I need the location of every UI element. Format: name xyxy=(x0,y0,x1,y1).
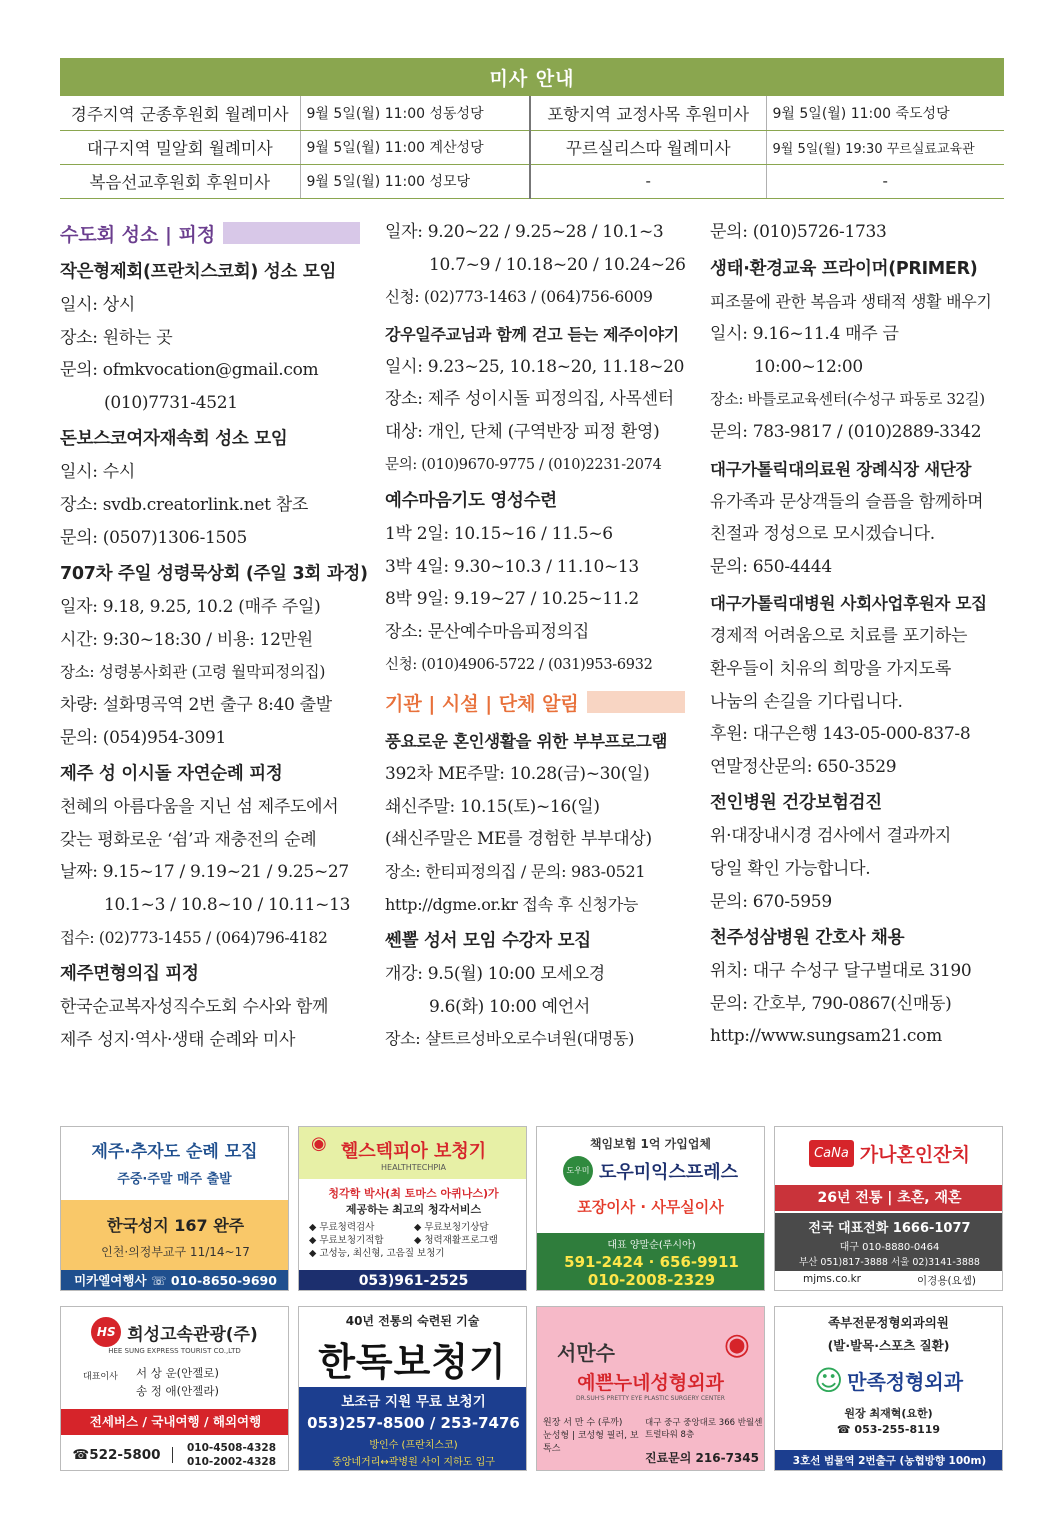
notice-line: 문의: 670-5959 xyxy=(710,891,832,912)
notice-line: 문의: ofmkvocation@gmail.com xyxy=(60,360,319,381)
notice-line: 8박 9일: 9.19~27 / 10.25~11.2 xyxy=(385,589,639,610)
notice-line: 날짜: 9.15~17 / 9.19~21 / 9.25~27 xyxy=(60,862,349,883)
mass-table xyxy=(60,96,1004,199)
ad-title: 제주·추자도 순례 모집 xyxy=(91,1142,258,1162)
notice-line: 경제적 어려움으로 치료를 포기하는 xyxy=(710,626,968,647)
ad-service: 포장이사 · 사무실이사 xyxy=(577,1198,724,1216)
ad-feature: ◆ 무료보청기상담 xyxy=(414,1222,489,1233)
ad-person: 이경용(요셉) xyxy=(917,1275,976,1287)
notice-line: 일시: 9.23~25, 10.18~20, 11.18~20 xyxy=(385,356,685,377)
notice-title: 풍요로운 혼인생활을 위한 부부프로그램 xyxy=(385,732,668,752)
ad-rep-label: 대표이사 xyxy=(83,1372,118,1382)
ad-note: 인천·의정부교구 11/14~17 xyxy=(101,1245,250,1259)
ad-logo: CaNa xyxy=(809,1140,854,1167)
ad-services: 눈성형 | 코성형 필러, 보톡스 xyxy=(543,1431,639,1454)
mass-name: 경주지역 군종후원회 월례미사 xyxy=(60,96,300,130)
ad-location: 중앙네거리↔곽병원 사이 지하도 입구 xyxy=(332,1457,495,1468)
ad-name: 도우미익스프레스 xyxy=(598,1162,739,1183)
ad-highlight-box xyxy=(61,1200,289,1270)
notice-line: 신청: (02)773-1463 / (064)756-6009 xyxy=(385,288,653,307)
notice-title: 쎈뽈 성서 모임 수강자 모집 xyxy=(385,931,591,952)
notice-line: 문의: (010)9670-9775 / (010)2231-2074 xyxy=(385,456,662,473)
notice-line: 유가족과 문상객들의 슬픔을 함께하며 xyxy=(710,491,984,512)
ad-name: 희성고속관광(주) xyxy=(127,1324,258,1345)
section-bar xyxy=(223,222,360,244)
ad-name-1: 서만수 xyxy=(557,1341,615,1365)
ad-logo: 도우미 xyxy=(563,1156,593,1186)
column-1 xyxy=(60,216,368,1060)
ad-hearing-aid-1[interactable] xyxy=(298,1126,527,1291)
ad-lead: 청각학 박사(최 토마스 아퀴나스)가 xyxy=(328,1187,499,1200)
notice-line: 위·대장내시경 검사에서 결과까지 xyxy=(710,826,952,847)
notice-item xyxy=(385,216,685,314)
notice-line: 환우들이 치유의 희망을 가지도록 xyxy=(710,658,952,679)
notice-item xyxy=(710,216,1010,249)
ad-name-en: DR.SUH'S PRETTY EYE PLASTIC SURGERY CENTER xyxy=(576,1395,725,1402)
ad-feature: ◆ 무료보청기적합 xyxy=(309,1235,384,1246)
ad-top: 책임보험 1억 가입업체 xyxy=(589,1137,712,1151)
mass-name: - xyxy=(530,164,766,198)
table-row xyxy=(60,164,1004,198)
notice-title: 생태·환경교육 프라이머(PRIMER) xyxy=(710,258,978,279)
ad-director: 원장 서 만 수 (루까) xyxy=(543,1418,623,1428)
notice-item xyxy=(710,587,1010,783)
notice-title: 제주 성 이시돌 자연순례 피정 xyxy=(60,764,283,785)
ad-mobile: 010-2002-4328 xyxy=(186,1455,277,1468)
notice-title: 돈보스코여자재속회 성소 모임 xyxy=(60,429,288,450)
notice-item xyxy=(710,922,1010,1053)
ad-band: 보조금 지원 무료 보청기 xyxy=(341,1394,486,1410)
ad-brand-row xyxy=(775,1127,1003,1179)
section-title: 기관 | 시설 | 단체 알림 xyxy=(385,692,579,715)
notice-line: 피조물에 관한 복음과 생태적 생활 배우기 xyxy=(710,291,992,311)
mass-time: 9월 5일(월) 11:00 성동성당 xyxy=(300,96,530,130)
ad-brand-en: HEALTHTECHPIA xyxy=(381,1163,446,1172)
ad-detail: 부산 051)817-3888 서울 02)3141-3888 xyxy=(799,1257,980,1268)
notice-line: 연말정산문의: 650-3529 xyxy=(710,756,897,777)
ad-logo: HS xyxy=(91,1317,121,1347)
ad-contact-box xyxy=(775,1213,1003,1271)
notice-line: 1박 2일: 10.15~16 / 11.5~6 xyxy=(385,524,613,545)
ad-lead: 제공하는 최고의 청각서비스 xyxy=(345,1203,482,1216)
notice-line: 친절과 정성으로 모시겠습니다. xyxy=(710,524,935,545)
notice-line: 쇄신주말: 10.15(토)~16(일) xyxy=(385,796,600,817)
notice-line: 문의: 650-4444 xyxy=(710,556,832,577)
ad-name: 만족정형외과 xyxy=(847,1370,964,1394)
ad-feature-list xyxy=(309,1221,524,1260)
notice-line: 천혜의 아름다움을 지닌 섬 제주도에서 xyxy=(60,797,339,818)
notice-line: 나눔의 손길을 기다립니다. xyxy=(710,691,903,712)
ad-main: 전국 대표전화 1666-1077 xyxy=(808,1221,971,1236)
ad-rep-block xyxy=(71,1365,281,1403)
notice-line: 장소: 문산예수마음피정의집 xyxy=(385,621,589,642)
ad-web: mjms.co.kr xyxy=(803,1273,861,1285)
notice-item xyxy=(385,485,685,681)
ad-location: 3호선 범물역 2번출구 (농협방향 100m) xyxy=(775,1450,1003,1471)
notice-line: 제주 성지·역사·생태 순례와 미사 xyxy=(60,1029,296,1050)
notice-item xyxy=(385,318,685,481)
notice-line: 장소: svdb.creatorlink.net 참조 xyxy=(60,494,309,515)
notice-line: 개강: 9.5(월) 10:00 모세오경 xyxy=(385,964,605,985)
notice-line: 일시: 9.16~11.4 매주 금 xyxy=(710,324,899,345)
ad-top: 족부전문정형외과의원 xyxy=(828,1315,949,1330)
ad-hearing-aid-2[interactable] xyxy=(298,1306,527,1471)
ad-top: 40년 전통의 숙련된 기술 xyxy=(345,1314,480,1328)
notice-line: 후원: 대구은행 143-05-000-837-8 xyxy=(710,724,971,745)
notice-line: 일자: 9.18, 9.25, 10.2 (매주 주일) xyxy=(60,597,321,618)
notice-line: 장소: 샬트르성바오로수녀원(대명동) xyxy=(385,1029,635,1049)
ad-name: 가나혼인잔치 xyxy=(859,1143,970,1166)
notice-line: 일자: 9.20~22 / 9.25~28 / 10.1~3 xyxy=(385,222,664,242)
notice-line: 10:00~12:00 xyxy=(754,356,863,377)
mass-time: 9월 5일(월) 19:30 꾸르실료교육관 xyxy=(766,130,1004,164)
mass-name: 꾸르실리스따 월례미사 xyxy=(530,130,766,164)
foot-icon: ☺ xyxy=(813,1364,844,1397)
ad-service: 전세버스 / 국내여행 / 해외여행 xyxy=(61,1409,289,1435)
notice-line: 접수: (02)773-1455 / (064)796-4182 xyxy=(60,928,328,947)
notice-item xyxy=(710,453,1010,584)
table-row xyxy=(60,130,1004,164)
notice-line: 한국순교복자성직수도회 수사와 함께 xyxy=(60,997,329,1018)
ad-footer xyxy=(775,1273,1003,1288)
ad-feature: ◆ 고성능, 최신형, 고음질 보청기 xyxy=(309,1248,445,1259)
notice-line: 위치: 대구 수성구 달구벌대로 3190 xyxy=(710,961,972,982)
notice-title: 전인병원 건강보험검진 xyxy=(710,793,882,814)
ad-left-info xyxy=(543,1417,643,1456)
ad-brand-band xyxy=(299,1127,527,1179)
ad-brand-row xyxy=(61,1317,288,1347)
mass-name: 포항지역 교정사목 후원미사 xyxy=(530,96,766,130)
ad-wedding[interactable] xyxy=(774,1126,1003,1291)
ad-contact: 미카엘여행사 ☏ 010-8650-9690 xyxy=(61,1270,289,1291)
column-3 xyxy=(710,216,1010,1057)
notice-line: 장소: 바틀로교육센터(수성구 파동로 32길) xyxy=(710,390,985,409)
notice-title: 제주면형의집 피정 xyxy=(60,964,199,985)
section-header xyxy=(60,216,360,250)
ad-name: 한독보청기 xyxy=(318,1340,507,1384)
ad-rep: 송 정 애(안젤라) xyxy=(136,1384,219,1398)
notice-item xyxy=(60,423,360,554)
notice-item xyxy=(60,958,360,1056)
notice-item xyxy=(60,758,360,954)
ad-rep: 대표 양말순(루시아) xyxy=(607,1240,696,1251)
section-header xyxy=(385,685,685,719)
signal-icon: ◉ xyxy=(311,1133,327,1154)
mass-title: 미사 안내 xyxy=(60,58,1004,96)
notice-line: 9.6(화) 10:00 예언서 xyxy=(429,996,590,1017)
notice-item xyxy=(710,787,1010,918)
mass-name: 대구지역 밀알회 월례미사 xyxy=(60,130,300,164)
notice-line: (쇄신주말은 ME를 경험한 부부대상) xyxy=(385,829,652,850)
ad-rep: 서 상 운(안젤로) xyxy=(136,1366,219,1380)
ad-tag: 26년 전통 | 초혼, 재혼 xyxy=(775,1185,1003,1211)
notice-item xyxy=(60,558,368,754)
notice-line: 신청: (010)4906-5722 / (031)953-6932 xyxy=(385,656,653,673)
ad-brand-row xyxy=(775,1364,1002,1397)
notice-line: 당일 확인 가능합니다. xyxy=(710,858,871,879)
ad-phone: ☎ 053-255-8119 xyxy=(836,1423,941,1436)
mass-time: 9월 5일(월) 11:00 계산성당 xyxy=(300,130,530,164)
notice-line: 10.1~3 / 10.8~10 / 10.11~13 xyxy=(104,894,351,915)
notice-line: 갖는 평화로운 ‘쉼’과 재충전의 순례 xyxy=(60,829,317,850)
ad-logo-row xyxy=(537,1156,764,1186)
section-title: 수도회 성소 | 피정 xyxy=(60,223,216,246)
notice-line: 장소: 원하는 곳 xyxy=(60,327,173,348)
notice-line: 문의: 783-9817 / (010)2889-3342 xyxy=(710,421,982,442)
notice-title: 천주성삼병원 간호사 채용 xyxy=(710,928,905,949)
notice-line: (010)7731-4521 xyxy=(104,392,238,413)
section-bar xyxy=(587,691,685,713)
ad-phone: 010-2008-2329 xyxy=(587,1271,716,1289)
ad-plastic-surgery[interactable] xyxy=(536,1306,765,1471)
notice-title: 대구가톨릭대의료원 장례식장 새단장 xyxy=(710,459,972,479)
ad-moving[interactable] xyxy=(536,1126,765,1291)
ad-phone: 053)257-8500 / 253-7476 xyxy=(307,1414,520,1432)
notice-line: 문의: (0507)1306-1505 xyxy=(60,527,248,548)
notice-line: 일시: 수시 xyxy=(60,462,136,483)
notice-item xyxy=(60,256,360,419)
notice-line: 392차 ME주말: 10.28(금)~30(일) xyxy=(385,764,650,785)
notice-title: 707차 주일 성령묵상회 (주일 3회 과정) xyxy=(60,564,368,585)
notice-item xyxy=(385,925,685,1056)
notice-line: 시간: 9:30~18:30 / 비용: 12만원 xyxy=(60,629,313,650)
mass-time: 9월 5일(월) 11:00 성모당 xyxy=(300,164,530,198)
ad-contact-box xyxy=(299,1387,527,1471)
ad-name-2: 예쁜누네성형외과 xyxy=(577,1372,724,1394)
notice-line: 10.7~9 / 10.18~20 / 10.24~26 xyxy=(429,254,686,275)
ad-subtitle: (발·발목·스포츠 질환) xyxy=(827,1338,950,1353)
mass-time: 9월 5일(월) 11:00 죽도성당 xyxy=(766,96,1004,130)
mass-name: 복음선교후원회 후원미사 xyxy=(60,164,300,198)
ad-pilgrimage[interactable] xyxy=(60,1126,289,1291)
ad-director: 원장 최재혁(요한) xyxy=(844,1407,933,1420)
notice-line: 문의: (010)5726-1733 xyxy=(710,222,887,242)
table-row xyxy=(60,96,1004,130)
notice-line: 장소: 성령봉사회관 (고령 월막피정의집) xyxy=(60,663,326,682)
notice-line: 차량: 설화명곡역 2번 출구 8:40 출발 xyxy=(60,694,332,715)
notice-line: http://dgme.or.kr 접속 후 신청가능 xyxy=(385,894,639,914)
notice-line: 3박 4일: 9.30~10.3 / 11.10~13 xyxy=(385,556,639,577)
notice-line: http://www.sungsam21.com xyxy=(710,1026,942,1047)
ad-contact-band xyxy=(537,1233,765,1291)
notice-line: 일시: 상시 xyxy=(60,295,136,315)
mass-schedule xyxy=(60,58,1004,199)
ad-phone: 591-2424 · 656-9911 xyxy=(564,1253,739,1271)
notice-line: 문의: (054)954-3091 xyxy=(60,727,227,748)
ad-phone: 진료문의 216-7345 xyxy=(645,1451,759,1465)
ad-name-en: HEE SUNG EXPRESS TOURIST CO.,LTD xyxy=(108,1347,241,1355)
ad-feature: ◆ 청력재활프로그램 xyxy=(414,1235,498,1246)
eye-icon: ◉ xyxy=(723,1327,750,1362)
ad-subtitle: 주중·주말 매주 출발 xyxy=(117,1172,232,1187)
notice-title: 예수마음기도 영성수련 xyxy=(385,491,557,512)
mass-time: - xyxy=(766,164,1004,198)
notice-title: 작은형제회(프란치스코회) 성소 모임 xyxy=(60,262,337,282)
notice-item xyxy=(385,725,685,921)
column-2 xyxy=(385,216,685,1060)
ad-phone: 053)961-2525 xyxy=(299,1270,527,1291)
notice-line: 대상: 개인, 단체 (구역반장 피정 환영) xyxy=(385,421,660,442)
notice-title: 강우일주교님과 함께 걷고 듣는 제주이야기 xyxy=(385,324,679,344)
ad-mobile: 010-4508-4328 xyxy=(186,1441,277,1454)
ad-orthopedics[interactable] xyxy=(774,1306,1003,1471)
ad-contact-row xyxy=(61,1437,289,1471)
ad-feature: ◆ 무료청력검사 xyxy=(309,1222,375,1233)
ad-bus-tour[interactable] xyxy=(60,1306,289,1471)
ad-person: 방인수 (프란치스코) xyxy=(369,1440,458,1451)
ad-brand: 헬스텍피아 보청기 xyxy=(340,1141,487,1162)
notice-line: 장소: 제주 성이시돌 피정의집, 사목센터 xyxy=(385,389,674,410)
notice-line: 문의: 간호부, 790-0867(신매동) xyxy=(710,993,952,1014)
notice-item xyxy=(710,253,1010,449)
notice-title: 대구가톨릭대병원 사회사업후원자 모집 xyxy=(710,594,987,614)
ad-detail: 대구 010-8880-0464 xyxy=(839,1242,940,1253)
notice-line: 장소: 한티피정의집 / 문의: 983-0521 xyxy=(385,861,646,881)
ad-phone: ☎522-5800 xyxy=(61,1447,173,1463)
ad-main: 한국성지 167 완주 xyxy=(106,1216,245,1235)
ad-address: 대구 중구 중앙대로 366 반월센트럴타워 8층 xyxy=(645,1418,763,1440)
